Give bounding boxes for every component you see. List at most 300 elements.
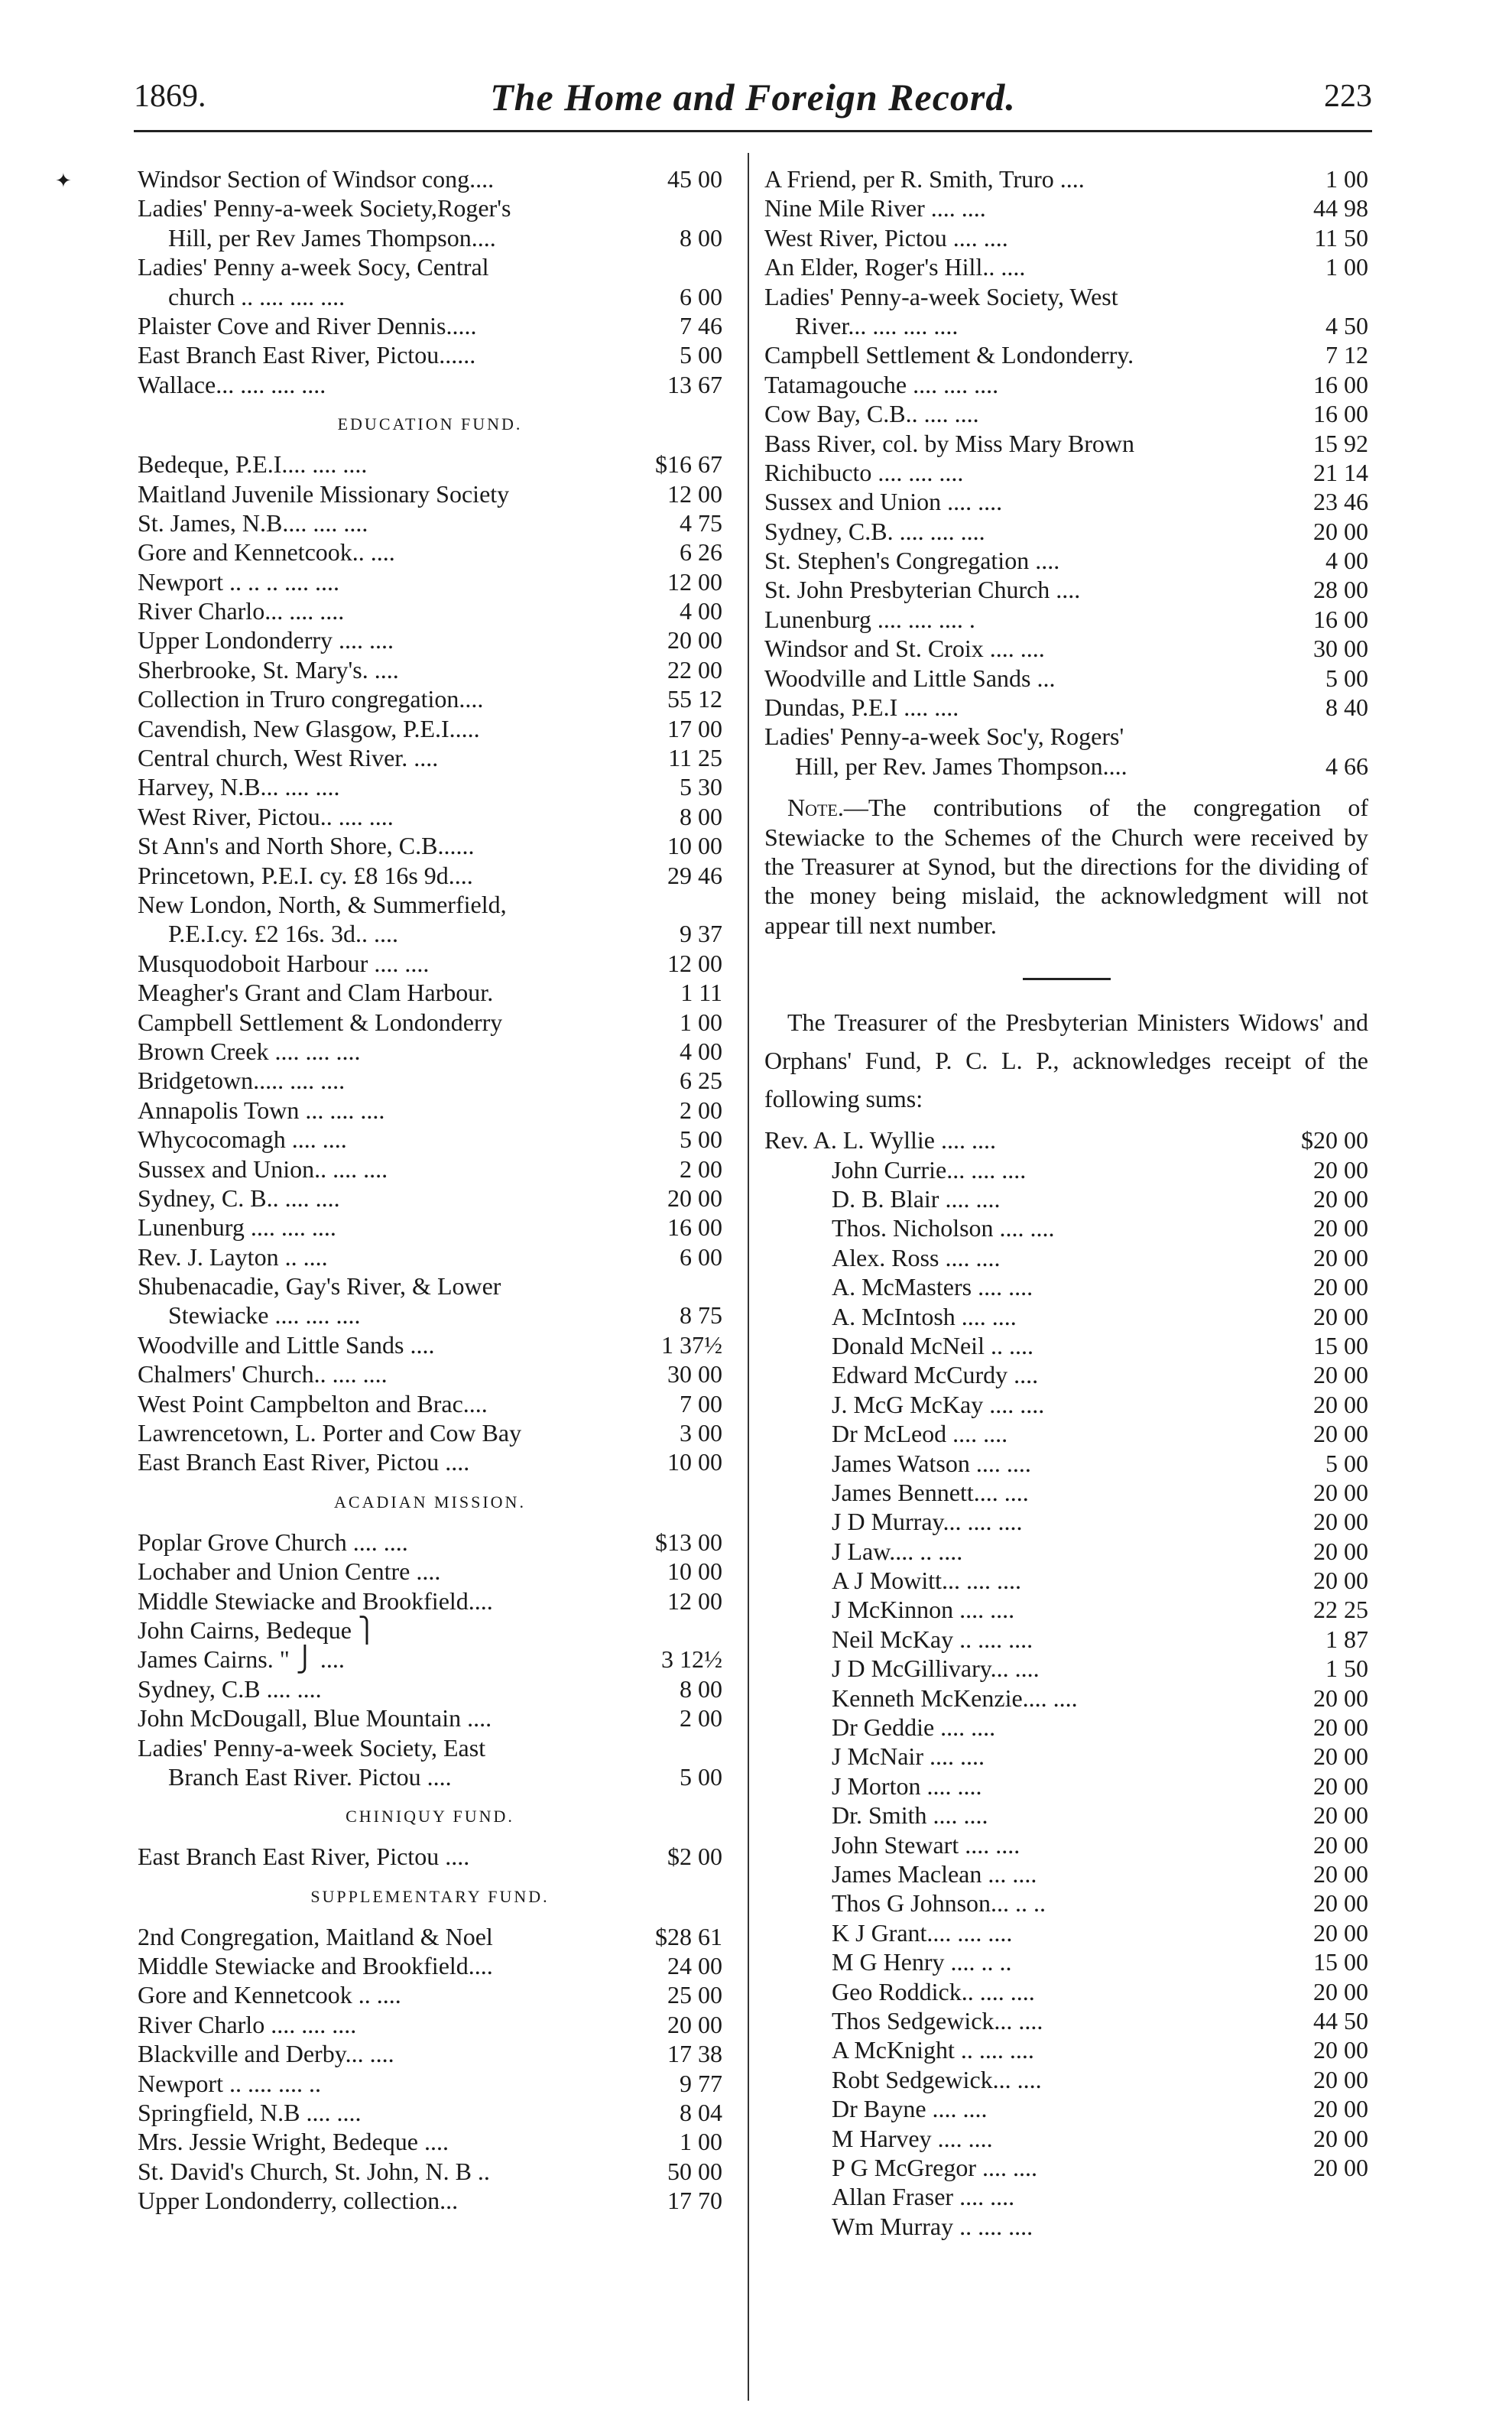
list-item xyxy=(138,1703,722,1732)
list-item xyxy=(138,772,722,801)
entry-amount: 9 77 xyxy=(680,2069,722,2097)
entry-amount: 8 04 xyxy=(680,2099,722,2127)
list-item xyxy=(138,949,722,978)
list-item xyxy=(138,1586,722,1616)
list-item xyxy=(138,1301,722,1330)
entry-name: West Point Campbelton and Brac.... xyxy=(138,1389,488,1417)
list-item xyxy=(764,252,1368,281)
entry-amount: 23 46 xyxy=(1313,488,1368,516)
entry-name: St. James, N.B.... .... .... xyxy=(138,508,368,537)
list-item xyxy=(138,890,722,919)
section-rule xyxy=(1023,978,1111,980)
entry-name: Campbell Settlement & Londonderry xyxy=(138,1008,503,1036)
entry-amount: 9 37 xyxy=(680,920,722,948)
entry-amount: 17 70 xyxy=(667,2187,722,2215)
entry-name: Sherbrooke, St. Mary's. .... xyxy=(138,655,399,684)
entry-name: Musquodoboit Harbour .... .... xyxy=(138,949,430,977)
supplementary-fund-list xyxy=(138,1922,722,2216)
entry-name: Gore and Kennetcook.. .... xyxy=(138,538,395,567)
entry-amount: 4 75 xyxy=(680,508,722,537)
entry-amount: 12 00 xyxy=(667,479,722,508)
list-item xyxy=(138,596,722,625)
list-item xyxy=(764,2124,1368,2153)
education-fund-list xyxy=(138,450,722,1477)
entry-name: Windsor Section of Windsor cong.... xyxy=(138,165,495,193)
entry-name: St. David's Church, St. John, N. B .. xyxy=(138,2157,490,2185)
entry-name: Mrs. Jessie Wright, Bedeque .... xyxy=(138,2128,449,2156)
entry-name: 2nd Congregation, Maitland & Noel xyxy=(138,1922,493,1950)
list-item xyxy=(764,458,1368,487)
header-rule xyxy=(134,130,1372,132)
list-item xyxy=(764,1888,1368,1918)
entry-name: Thos Sedgewick... .... xyxy=(832,2006,1043,2034)
entry-amount: 1 50 xyxy=(1325,1655,1368,1683)
entry-name: Lochaber and Union Centre .... xyxy=(138,1557,441,1586)
entry-amount: 5 00 xyxy=(680,1125,722,1154)
entry-amount: 55 12 xyxy=(667,685,722,713)
entry-amount: 5 00 xyxy=(680,1762,722,1791)
list-item xyxy=(764,1360,1368,1389)
entry-name: Alex. Ross .... .... xyxy=(832,1243,1001,1271)
entry-name: Stewiacke .... .... .... xyxy=(168,1301,361,1330)
list-item xyxy=(764,164,1368,193)
entry-amount: 20 00 xyxy=(1313,1214,1368,1242)
entry-amount: 20 00 xyxy=(1313,1977,1368,2005)
header-year: 1869. xyxy=(134,79,206,114)
entry-name: Dr. Smith .... .... xyxy=(832,1801,988,1830)
list-item xyxy=(138,861,722,890)
entry-amount: 2 00 xyxy=(680,1154,722,1183)
entry-amount: 20 00 xyxy=(1313,2036,1368,2064)
entry-amount: 5 00 xyxy=(680,341,722,369)
entry-amount: 22 25 xyxy=(1313,1596,1368,1624)
entry-amount: 8 00 xyxy=(680,802,722,830)
list-item xyxy=(764,1449,1368,1478)
list-item xyxy=(764,1625,1368,1654)
list-item xyxy=(764,664,1368,693)
entry-name: Lunenburg .... .... .... . xyxy=(764,605,975,633)
entry-amount: 1 87 xyxy=(1325,1625,1368,1653)
entry-name: D. B. Blair .... .... xyxy=(832,1185,1001,1213)
list-item xyxy=(138,1447,722,1476)
entry-amount: 1 00 xyxy=(680,2128,722,2156)
list-item xyxy=(764,1713,1368,1742)
entry-name: Sydney, C.B. .... .... .... xyxy=(764,517,985,545)
entry-name: Dr Geddie .... .... xyxy=(832,1713,996,1742)
entry-name: Dr McLeod .... .... xyxy=(832,1420,1008,1448)
list-item xyxy=(138,370,722,399)
list-item xyxy=(138,1674,722,1703)
entry-amount: 4 50 xyxy=(1325,311,1368,339)
entry-name: John Stewart .... .... xyxy=(832,1830,1020,1859)
entry-amount: 44 50 xyxy=(1313,2006,1368,2034)
entry-amount: 25 00 xyxy=(667,1981,722,2009)
entry-amount: 30 00 xyxy=(1313,635,1368,663)
entry-amount: 21 14 xyxy=(1313,458,1368,486)
entry-name: James Bennett.... .... xyxy=(832,1478,1029,1506)
entry-amount: 1 37½ xyxy=(661,1330,722,1359)
margin-mark: ✦ xyxy=(55,170,72,192)
list-item xyxy=(138,311,722,340)
entry-amount: 10 00 xyxy=(667,832,722,860)
list-item xyxy=(764,1654,1368,1683)
entry-amount: 20 00 xyxy=(1313,1273,1368,1301)
entry-amount: 20 00 xyxy=(1313,1684,1368,1712)
entry-name: Newport .. .... .... .. xyxy=(138,2069,321,2097)
acadian-mission-heading: ACADIAN MISSION. xyxy=(334,1492,526,1512)
entry-amount: 20 00 xyxy=(1313,1185,1368,1213)
entry-name: A. McIntosh .... .... xyxy=(832,1302,1017,1330)
list-item xyxy=(138,2127,722,2156)
entry-amount: 16 00 xyxy=(1313,400,1368,428)
entry-name: St. John Presbyterian Church .... xyxy=(764,576,1081,604)
entry-name: James Watson .... .... xyxy=(832,1449,1031,1477)
list-item xyxy=(764,1566,1368,1595)
entry-amount: 10 00 xyxy=(667,1557,722,1586)
entry-name: Upper Londonderry .... .... xyxy=(138,626,394,654)
entry-amount: 7 12 xyxy=(1325,341,1368,369)
entry-amount: 12 00 xyxy=(667,1586,722,1615)
entry-amount: 15 00 xyxy=(1313,1948,1368,1976)
list-item xyxy=(764,1125,1368,1154)
chiniquy-fund-heading: CHINIQUY FUND. xyxy=(346,1807,514,1827)
entry-name: M Harvey .... .... xyxy=(832,2124,993,2152)
entry-name: Ladies' Penny-a-week Society, East xyxy=(138,1733,486,1762)
entry-amount: 20 00 xyxy=(667,626,722,654)
entry-amount: 20 00 xyxy=(1313,1771,1368,1800)
list-item xyxy=(138,1154,722,1184)
entry-name: Edward McCurdy .... xyxy=(832,1361,1039,1389)
entry-amount: 8 00 xyxy=(680,1674,722,1703)
left-top-list xyxy=(138,164,722,399)
entry-amount: 6 25 xyxy=(680,1067,722,1095)
entry-amount: 12 00 xyxy=(667,949,722,977)
entry-name: Sussex and Union.. .... .... xyxy=(138,1154,388,1183)
list-item xyxy=(764,340,1368,369)
list-item xyxy=(764,722,1368,751)
list-item xyxy=(764,2065,1368,2094)
list-item xyxy=(138,1951,722,1980)
list-item xyxy=(764,1184,1368,1213)
entry-amount: 1 00 xyxy=(1325,253,1368,281)
entry-amount: 20 00 xyxy=(667,2010,722,2038)
list-item xyxy=(138,2186,722,2215)
entry-name: West River, Pictou .... .... xyxy=(764,223,1008,252)
entry-name: Brown Creek .... .... .... xyxy=(138,1037,361,1065)
list-item xyxy=(138,1733,722,1762)
entry-amount: 8 40 xyxy=(1325,693,1368,722)
entry-amount: 20 00 xyxy=(1313,1889,1368,1918)
entry-name: Hill, per Rev. James Thompson.... xyxy=(795,752,1128,780)
treasurer-paragraph: The Treasurer of the Presbyterian Ministers Widows' and Orphans' Fund, P. C. L. P., acknowledges receipt of the following sums: xyxy=(764,1008,1368,1113)
list-item xyxy=(138,743,722,772)
entry-amount: 7 00 xyxy=(680,1389,722,1417)
list-item xyxy=(138,1184,722,1213)
entry-amount: 1 00 xyxy=(680,1008,722,1036)
list-item xyxy=(764,575,1368,604)
list-item xyxy=(138,1096,722,1125)
list-item xyxy=(764,429,1368,458)
list-item xyxy=(138,1389,722,1418)
entry-name: Middle Stewiacke and Brookfield.... xyxy=(138,1952,493,1980)
entry-name: Rev. J. Layton .. .... xyxy=(138,1242,328,1271)
entry-name: James Maclean ... .... xyxy=(832,1860,1037,1888)
note-text: —The contributions of the congregation of Stewiacke to the Schemes of the Church were received by the Treasurer at Synod, but the directions for the dividing of the money being mislaid, the acknowledgment will not appear till next number. xyxy=(764,794,1368,939)
list-item xyxy=(764,193,1368,222)
entry-amount: 11 25 xyxy=(668,744,722,772)
list-item xyxy=(764,2182,1368,2211)
list-item xyxy=(138,978,722,1007)
entry-name: Springfield, N.B .... .... xyxy=(138,2099,362,2127)
list-item xyxy=(764,1801,1368,1830)
list-item xyxy=(138,252,722,281)
list-item xyxy=(138,1528,722,1557)
entry-amount: 28 00 xyxy=(1313,576,1368,604)
list-item xyxy=(138,193,722,222)
list-item xyxy=(764,2212,1368,2241)
list-item xyxy=(764,693,1368,722)
entry-amount: 20 00 xyxy=(1313,2065,1368,2093)
list-item xyxy=(764,517,1368,546)
list-item xyxy=(138,1330,722,1359)
list-item xyxy=(138,2010,722,2039)
entry-amount: 20 00 xyxy=(1313,1243,1368,1271)
entry-name: J McKinnon .... .... xyxy=(832,1596,1015,1624)
entry-name: J McNair .... .... xyxy=(832,1742,985,1771)
entry-name: Robt Sedgewick... .... xyxy=(832,2065,1042,2093)
entry-amount: 22 00 xyxy=(667,655,722,684)
list-item xyxy=(764,1742,1368,1771)
entry-amount: 1 00 xyxy=(1325,165,1368,193)
entry-name: Ladies' Penny-a-week Soc'y, Rogers' xyxy=(764,723,1124,751)
list-item xyxy=(764,2094,1368,2123)
entry-name: Chalmers' Church.. .... .... xyxy=(138,1360,388,1388)
list-item xyxy=(764,370,1368,399)
entry-name: St Ann's and North Shore, C.B...... xyxy=(138,832,475,860)
entry-name: Cow Bay, C.B.. .... .... xyxy=(764,400,979,428)
chiniquy-fund-list xyxy=(138,1842,722,1871)
list-item xyxy=(138,450,722,479)
entry-name: Donald McNeil .. .... xyxy=(832,1331,1033,1359)
list-item xyxy=(138,2069,722,2098)
entry-amount: 11 50 xyxy=(1314,223,1368,252)
entry-amount: 20 00 xyxy=(1313,517,1368,545)
entry-name: Woodville and Little Sands ... xyxy=(764,664,1056,692)
entry-name: Cavendish, New Glasgow, P.E.I..... xyxy=(138,714,480,742)
entry-amount: 8 00 xyxy=(680,223,722,252)
list-item xyxy=(138,2157,722,2186)
entry-name: Richibucto .... .... .... xyxy=(764,458,964,486)
list-item xyxy=(138,1242,722,1271)
entry-name: Ladies' Penny a-week Socy, Central xyxy=(138,253,489,281)
entry-amount: 20 00 xyxy=(1313,1478,1368,1506)
entry-amount: 16 00 xyxy=(1313,605,1368,633)
list-item xyxy=(764,605,1368,634)
entry-amount: 20 00 xyxy=(1313,1420,1368,1448)
list-item xyxy=(138,282,722,311)
list-item xyxy=(138,2098,722,2127)
entry-name: River... .... .... .... xyxy=(795,311,959,339)
header-page-number: 223 xyxy=(1324,79,1372,114)
entry-amount: $2 00 xyxy=(667,1843,722,1871)
entry-name: Whycocomagh .... .... xyxy=(138,1125,347,1154)
list-item xyxy=(138,1922,722,1951)
entry-amount: $28 61 xyxy=(655,1922,722,1950)
entry-name: J D McGillivary... .... xyxy=(832,1655,1040,1683)
entry-name: Bass River, col. by Miss Mary Brown xyxy=(764,429,1135,457)
list-item xyxy=(764,1272,1368,1301)
list-item xyxy=(138,714,722,743)
entry-amount: 4 00 xyxy=(1325,547,1368,575)
list-item xyxy=(764,1419,1368,1448)
left-column xyxy=(138,164,722,2216)
list-item xyxy=(764,282,1368,311)
entry-name: J Morton .... .... xyxy=(832,1771,982,1800)
entry-amount: 4 66 xyxy=(1325,752,1368,780)
entry-amount: 20 00 xyxy=(1313,2153,1368,2181)
note-label: Note. xyxy=(787,794,844,822)
list-item xyxy=(138,223,722,252)
entry-name: Neil McKay .. .... .... xyxy=(832,1625,1033,1653)
entry-name: Wm Murray .. .... .... xyxy=(832,2212,1033,2240)
list-item xyxy=(138,479,722,508)
list-item xyxy=(138,567,722,596)
entry-amount: $16 67 xyxy=(655,450,722,479)
entry-name: Dundas, P.E.I .... .... xyxy=(764,693,959,722)
list-item xyxy=(138,1213,722,1242)
entry-amount: 6 26 xyxy=(680,538,722,567)
list-item xyxy=(138,1645,722,1674)
entry-name: St. Stephen's Congregation .... xyxy=(764,547,1060,575)
entry-name: John McDougall, Blue Mountain .... xyxy=(138,1704,492,1732)
list-item xyxy=(764,399,1368,428)
entry-name: River Charlo... .... .... xyxy=(138,597,345,625)
entry-amount: 20 00 xyxy=(1313,1302,1368,1330)
entry-name: M G Henry .... .. .. xyxy=(832,1948,1012,1976)
entry-amount: 17 38 xyxy=(667,2040,722,2068)
entry-name: Middle Stewiacke and Brookfield.... xyxy=(138,1586,493,1615)
list-item xyxy=(764,311,1368,340)
list-item xyxy=(138,1008,722,1037)
entry-name: Harvey, N.B... .... .... xyxy=(138,773,340,801)
list-item xyxy=(138,831,722,860)
list-item xyxy=(138,625,722,654)
entry-name: K J Grant.... .... .... xyxy=(832,1918,1013,1947)
entry-name: Sussex and Union .... .... xyxy=(764,488,1003,516)
list-item xyxy=(764,1859,1368,1888)
entry-amount: 4 00 xyxy=(680,1037,722,1065)
entry-name: Thos. Nicholson .... .... xyxy=(832,1214,1055,1242)
entry-name: Dr Bayne .... .... xyxy=(832,2095,988,2123)
entry-name: Lunenburg .... .... .... xyxy=(138,1213,336,1242)
entry-amount: 20 00 xyxy=(667,1184,722,1212)
entry-amount: 7 46 xyxy=(680,311,722,339)
entry-amount: 15 00 xyxy=(1313,1331,1368,1359)
entry-amount: 17 00 xyxy=(667,714,722,742)
entry-name: J Law.... .. .... xyxy=(832,1537,963,1565)
entry-amount: 20 00 xyxy=(1313,2095,1368,2123)
list-item xyxy=(764,1155,1368,1184)
list-item xyxy=(138,919,722,948)
list-item xyxy=(138,1557,722,1586)
entry-amount: 20 00 xyxy=(1313,1713,1368,1742)
entry-amount: 3 00 xyxy=(680,1419,722,1447)
entry-name: Ladies' Penny-a-week Society, West xyxy=(764,282,1118,310)
page-header xyxy=(134,78,1372,124)
entry-amount: 13 67 xyxy=(667,370,722,398)
entry-name: Thos G Johnson... .. .. xyxy=(832,1889,1046,1918)
list-item xyxy=(764,1537,1368,1566)
list-item xyxy=(138,508,722,537)
list-item xyxy=(764,487,1368,516)
entry-name: Woodville and Little Sands .... xyxy=(138,1330,435,1359)
entry-name: Annapolis Town ... .... .... xyxy=(138,1096,385,1124)
entry-name: Kenneth McKenzie.... .... xyxy=(832,1684,1078,1712)
entry-name: East Branch East River, Pictou...... xyxy=(138,341,476,369)
entry-amount: 2 00 xyxy=(680,1096,722,1124)
list-item xyxy=(138,684,722,713)
entry-name: Newport .. .. .. .... .... xyxy=(138,567,339,596)
entry-name: Plaister Cove and River Dennis..... xyxy=(138,311,477,339)
list-item xyxy=(764,1243,1368,1272)
list-item xyxy=(138,1359,722,1388)
entry-name: Campbell Settlement & Londonderry. xyxy=(764,341,1134,369)
entry-name: Sydney, C. B.. .... .... xyxy=(138,1184,340,1212)
entry-name: Shubenacadie, Gay's River, & Lower xyxy=(138,1272,501,1301)
list-item xyxy=(138,1125,722,1154)
entry-name: River Charlo .... .... .... xyxy=(138,2010,357,2038)
entry-amount: 5 00 xyxy=(1325,664,1368,692)
entry-name: Bridgetown..... .... .... xyxy=(138,1067,346,1095)
entry-name: J. McG McKay .... .... xyxy=(832,1390,1045,1418)
list-item xyxy=(138,1418,722,1447)
entry-name: John Cairns, Bedeque ⎫ xyxy=(138,1616,376,1644)
entry-name: Geo Roddick.. .... .... xyxy=(832,1977,1035,2005)
entry-amount: 20 00 xyxy=(1313,1508,1368,1536)
list-item xyxy=(764,2153,1368,2182)
entry-amount: 16 00 xyxy=(667,1213,722,1242)
entry-amount: $20 00 xyxy=(1301,1126,1368,1154)
list-item xyxy=(764,1507,1368,1536)
entry-name: Branch East River. Pictou .... xyxy=(168,1762,452,1791)
entry-name: Lawrencetown, L. Porter and Cow Bay xyxy=(138,1419,522,1447)
entry-name: East Branch East River, Pictou .... xyxy=(138,1843,470,1871)
entry-amount: 3 12½ xyxy=(661,1645,722,1674)
entry-amount: 2 00 xyxy=(680,1704,722,1732)
entry-name: Nine Mile River .... .... xyxy=(764,194,986,222)
column-divider xyxy=(748,153,749,2401)
entry-amount: 5 30 xyxy=(680,773,722,801)
entry-name: A McKnight .. .... .... xyxy=(832,2036,1034,2064)
list-item xyxy=(138,164,722,193)
entry-amount: 30 00 xyxy=(667,1360,722,1388)
list-item xyxy=(764,752,1368,781)
list-item xyxy=(138,802,722,831)
entry-name: John Currie... .... .... xyxy=(832,1155,1027,1184)
list-item xyxy=(764,1977,1368,2006)
entry-name: Wallace... .... .... .... xyxy=(138,370,326,398)
entry-name: Bedeque, P.E.I.... .... .... xyxy=(138,450,368,479)
entry-amount: 20 00 xyxy=(1313,1390,1368,1418)
entry-amount: 1 11 xyxy=(680,979,722,1007)
list-item xyxy=(764,2006,1368,2035)
list-item xyxy=(138,1271,722,1301)
entry-name: Meagher's Grant and Clam Harbour. xyxy=(138,979,494,1007)
list-item xyxy=(764,1830,1368,1859)
list-item xyxy=(764,1331,1368,1360)
entry-name: church .. .... .... .... xyxy=(168,282,346,310)
list-item xyxy=(764,1213,1368,1242)
